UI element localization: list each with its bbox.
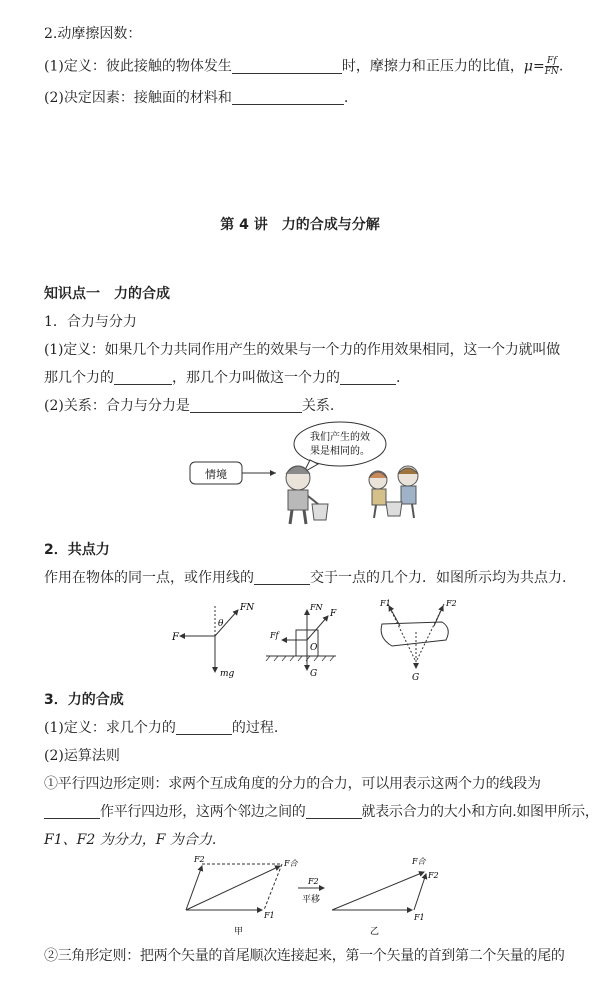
label-G-c: G	[412, 673, 420, 683]
arrow-Fhe-yi	[332, 872, 424, 910]
child-with-bucket	[286, 466, 328, 524]
lecture-title: 第 4 讲 力的合成与分解	[220, 217, 380, 233]
label-O: O	[310, 643, 318, 653]
arrow-F2-yi	[414, 874, 426, 910]
kp1-sub1: 1．合力与分力	[44, 314, 137, 330]
composition-def-pre: (1)定义：求几个力的	[44, 720, 176, 736]
label-theta: θ	[218, 619, 224, 629]
concurrent-text-pre: 作用在物体的同一点，或作用线的	[44, 570, 254, 586]
kp1-def2-b: ，那几个力叫做这一个力的	[172, 370, 340, 386]
kp1-relation	[44, 396, 334, 416]
composition-figures	[180, 852, 440, 938]
scene-box-label: 情境	[205, 468, 227, 481]
figure-c	[379, 599, 457, 683]
figure-b	[266, 603, 337, 679]
kp1-def-line1: (1)定义：如果几个力共同作用产生的效果与一个力的作用效果相同，这一个力就叫做	[44, 342, 561, 358]
composition-heading: 3．力的合成	[44, 692, 124, 708]
label-translate: 平移	[302, 895, 321, 905]
figure-jia	[186, 855, 299, 937]
figure-yi	[332, 857, 439, 937]
triangle-rule-line: ②三角形定则：把两个矢量的首尾顺次连接起来，第一个矢量的首到第二个矢量的尾的	[44, 948, 565, 964]
friction-def-post: 时，摩擦力和正压力的比值，	[341, 58, 524, 75]
kp1-def2-a: 那几个力的	[44, 370, 114, 386]
fraction-numerator: Ff	[545, 56, 559, 67]
kp1-def-line2	[44, 368, 400, 388]
label-F2-mid: F2	[308, 877, 319, 886]
friction-definition: (1)定义：彼此接触的物体发生 时，摩擦力和正压力的比值，μ= $\frac{Ff}{FN}$ .	[44, 56, 564, 77]
parallelogram-line2	[44, 802, 599, 822]
mu-symbol: μ=	[523, 58, 545, 75]
label-Fhe-yi: F合	[412, 857, 426, 866]
scene-illustration	[180, 418, 440, 536]
label-F-b: F	[330, 609, 337, 619]
kp1-def2-c: .	[396, 370, 401, 386]
label-F1-c: F1	[380, 599, 391, 608]
kp1-rel-post: 关系.	[301, 398, 335, 414]
translation-indicator	[298, 877, 324, 905]
answer-blank	[340, 370, 396, 385]
caption-yi: 乙	[370, 927, 380, 937]
concurrent-text-post: 交于一点的几个力．如图所示均为共点力.	[310, 570, 567, 586]
label-G-b: G	[310, 669, 318, 679]
friction-fraction	[545, 56, 559, 77]
concurrent-text	[44, 568, 566, 588]
kp1-heading: 知识点一 力的合成	[44, 286, 170, 302]
friction-det-pre: (2)决定因素：接触面的材料和	[44, 90, 232, 106]
answer-blank	[254, 570, 310, 585]
label-F: F	[172, 632, 179, 643]
friction-det-post: .	[343, 90, 349, 106]
force-arrow-F1	[389, 606, 400, 626]
parallelogram-line1: ①平行四边形定则：求两个互成角度的分力的合力，可以用表示这两个力的线段为	[44, 776, 541, 792]
composition-def-post: 的过程.	[231, 720, 279, 736]
friction-determinant	[44, 88, 348, 108]
bubble-line2: 果是相同的。	[310, 446, 370, 457]
composition-definition	[44, 718, 278, 738]
label-F1-yi: F1	[414, 913, 425, 922]
bubble-line1: 我们产生的效	[310, 432, 370, 443]
scene-arrowhead	[270, 470, 276, 476]
two-children-with-bucket	[369, 466, 418, 518]
para-line2-c: 就表示合力的大小和方向.如图甲所示，	[361, 804, 599, 820]
friction-def-pre: (1)定义：彼此接触的物体发生	[44, 58, 232, 75]
parallelogram-line3: F1、F2 为分力，F 为合力.	[44, 832, 217, 848]
speech-bubble	[294, 422, 386, 466]
ground-hatching	[266, 656, 334, 661]
dashed-right	[264, 864, 282, 910]
answer-blank	[232, 90, 344, 105]
answer-blank	[176, 720, 232, 735]
answer-blank	[114, 370, 172, 385]
composition-rule: (2)运算法则	[44, 748, 120, 764]
label-Ff: Ff	[270, 631, 279, 640]
label-F2-c: F2	[446, 599, 457, 608]
answer-blank	[44, 804, 100, 819]
caption-jia: 甲	[234, 927, 244, 937]
fraction-denominator: FN	[544, 67, 559, 77]
answer-blank	[232, 59, 342, 74]
answer-blank	[190, 398, 302, 413]
figure-a	[171, 603, 255, 679]
label-F2-jia: F2	[194, 855, 205, 864]
concurrent-force-figures	[160, 596, 460, 684]
label-FN: FN	[240, 603, 255, 613]
concurrent-heading: 2．共点力	[44, 542, 110, 558]
label-Fhe-jia: F合	[284, 859, 298, 868]
kp1-rel-pre: (2)关系：合力与分力是	[44, 398, 190, 414]
answer-blank	[306, 804, 362, 819]
para-line2-b: 作平行四边形，这两个邻边之间的	[100, 804, 306, 820]
label-FN-b: FN	[310, 603, 323, 612]
label-F1-jia: F1	[264, 911, 275, 920]
label-mg: mg	[220, 669, 235, 679]
friction-heading: 2.动摩擦因数：	[44, 26, 142, 42]
log-body	[381, 622, 448, 646]
label-F2-yi: F2	[428, 871, 439, 880]
